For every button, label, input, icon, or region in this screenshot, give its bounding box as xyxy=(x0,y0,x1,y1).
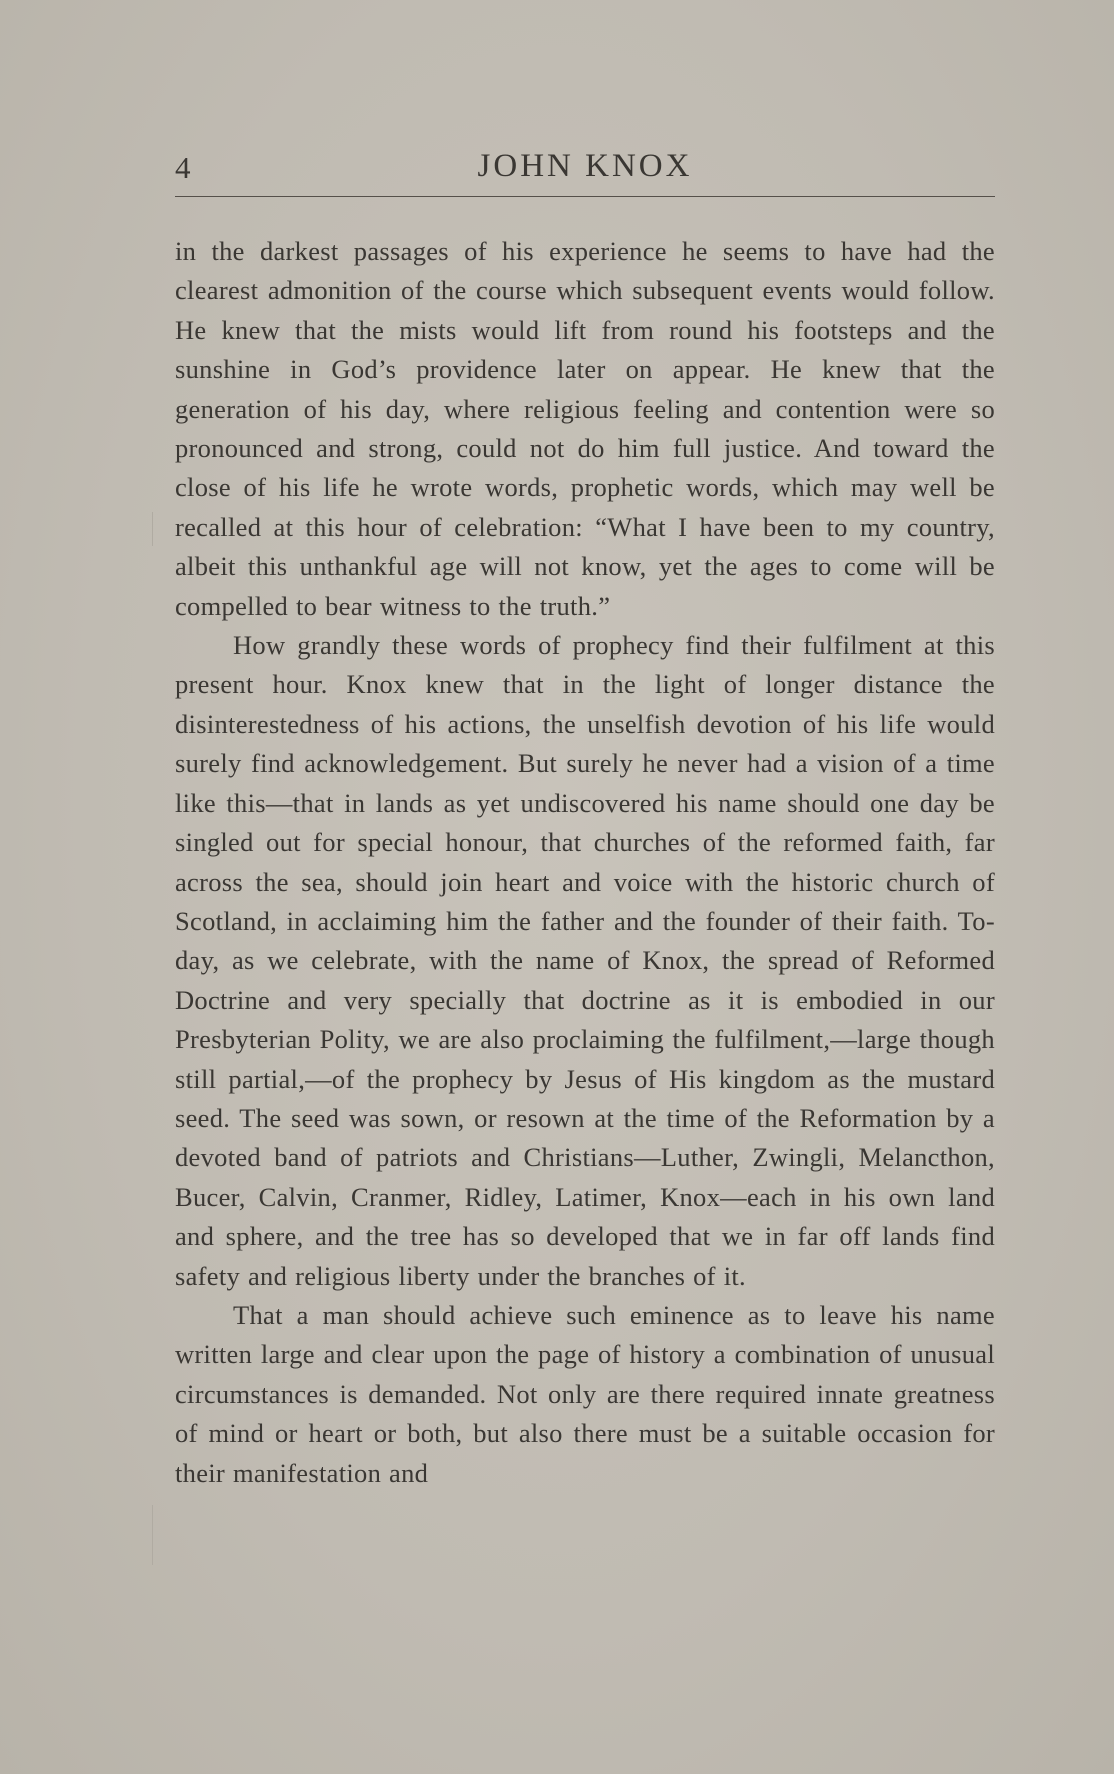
book-page xyxy=(175,140,995,1488)
paragraph-2: How grandly these words of prophecy find their fulfilment at this present hour. Knox knew that in the light of longer distance the disinterestedness of his actions, the unselfish devotion of his life would surely find acknowledgement. But surely he never had a vision of a time like this—that in lands as yet undiscovered his name should one day be singled out for special honour, that churches of the reformed faith, far across the sea, should join heart and voice with the historic church of Scotland, in acclaiming him the father and the founder of their faith. To-day, as we celebrate, with the name of Knox, the spread of Reformed Doctrine and very specially that doctrine as it is embodied in our Presbyterian Polity, we are also proclaiming the fulfilment,—large though still partial,—of the prophecy by Jesus of His kingdom as the mustard seed. The seed was sown, or resown at the time of the Reformation by a devoted band of patriots and Christians—Luther, Zwingli, Melancthon, Bucer, Calvin, Cranmer, Ridley, Latimer, Knox—each in his own land and sphere, and the tree has so developed that we in far off lands find safety and religious liberty under the branches of it. xyxy=(175,630,995,1291)
header-rule xyxy=(175,196,995,197)
page-number: 4 xyxy=(175,150,192,185)
running-head: JOHN KNOX xyxy=(477,148,693,184)
margin-mark-upper xyxy=(152,512,153,546)
margin-mark-lower xyxy=(152,1505,153,1565)
paragraph-1: in the darkest passages of his experience he seems to have had the clearest admonition of the course which subsequent events would follow. He knew that the mists would lift from round his footsteps and the sunshine in God’s providence later on appear. He knew that the generation of his day, where religious feeling and contention were so pronounced and strong, could not do him full justice. And toward the close of his life he wrote words, prophetic words, which may well be recalled at this hour of celebration: “What I have been to my country, albeit this unthankful age will not know, yet the ages to come will be compelled to bear witness to the truth.” xyxy=(175,236,995,621)
page-header xyxy=(175,140,995,190)
body-text xyxy=(175,232,995,1493)
paragraph-3: That a man should achieve such eminence as to leave his name written large and clear upon the page of history a combination of unusual circumstances is demanded. Not only are there required innate greatness of mind or heart or both, but also there must be a suitable occasion for their manifestation and xyxy=(175,1299,995,1488)
